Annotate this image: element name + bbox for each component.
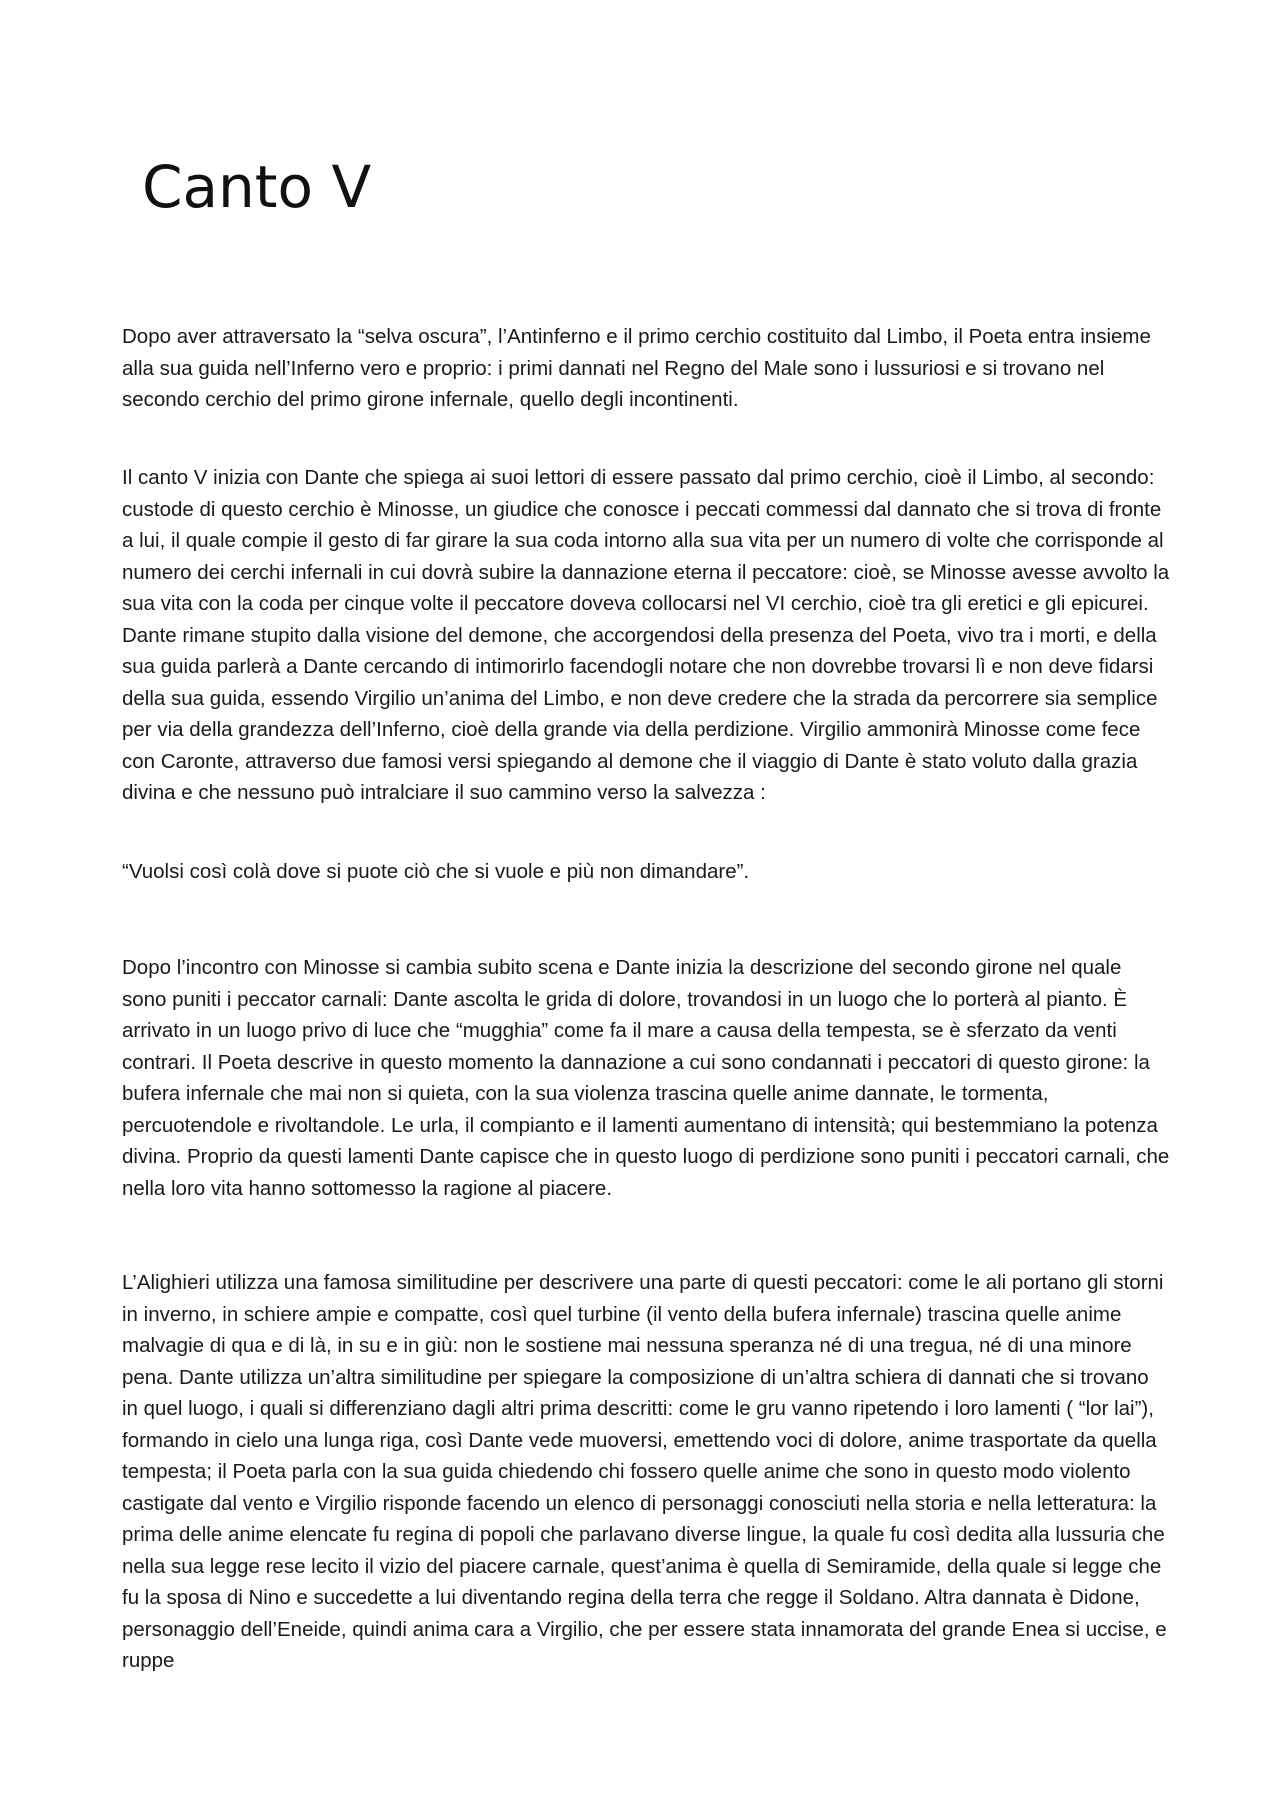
paragraph-intro: Dopo aver attraversato la “selva oscura”, l’Antinferno e il primo cerchio costituito dal Limbo, il Poeta entra insieme alla sua guida nell’Inferno vero e proprio: i primi dannati nel Regno del Male sono i lussuriosi e si trovano nel secondo cerchio del primo girone infernale, quello degli incontinenti. <box>122 325 1151 411</box>
paragraph-minosse: Il canto V inizia con Dante che spiega ai suoi lettori di essere passato dal primo cerchio, cioè il Limbo, al secondo: custode di questo cerchio è Minosse, un giudice che conosce i peccati commessi dal dannato che si trova di fronte a lui, il quale compie il gesto di far girare la sua coda intorno alla sua vita per un numero di volte che corrisponde al numero dei cerchi infernali in cui dovrà subire la dannazione eterna il peccatore: cioè, se Minosse avesse avvolto la sua vita con la coda per cinque volte il peccatore doveva collocarsi nel VI cerchio, cioè tra gli eretici e gli epicurei. Dante rimane stupito dalla visione del demone, che accorgendosi della presenza del Poeta, vivo tra i morti, e della sua guida parlerà a Dante cercando di intimorirlo facendogli notare che non dovrebbe trovarsi lì e non deve fidarsi della sua guida, essendo Virgilio un’anima del Limbo, e non deve credere che la strada da percorrere sia semplice per via della grandezza dell’Inferno, cioè della grande via della perdizione. Virgilio ammonirà Minosse come fece con Caronte, attraverso due famosi versi spiegando al demone che il viaggio di Dante è stato voluto dalla grazia divina e che nessuno può intralciare il suo cammino verso la salvezza : <box>122 466 1170 804</box>
paragraph-similes: L’Alighieri utilizza una famosa similitudine per descrivere una parte di questi peccatori: come le ali portano gli storni in inverno, in schiere ampie e compatte, così quel turbine (il vento della bufera infernale) trascina quelle anime malvagie di qua e di là, in su e in giù: non le sostiene mai nessuna speranza né di una tregua, né di una minore pena. Dante utilizza un’altra similitudine per spiegare la composizione di un’altra schiera di dannati che si trovano in quel luogo, i quali si differenziano dagli altri prima descritti: come le gru vanno ripetendo i loro lamenti ( “lor lai”), formando in cielo una lunga riga, così Dante vede muoversi, emettendo voci di dolore, anime trasportate da quella tempesta; il Poeta parla con la sua guida chiedendo chi fossero quelle anime che sono in questo modo violento castigate dal vento e Virgilio risponde facendo un elenco di personaggi conosciuti nella storia e nella letteratura: la prima delle anime elencate fu regina di popoli che parlavano diverse lingue, la quale fu così dedita alla lussuria che nella sua legge rese lecito il vizio del piacere carnale, quest’anima è quella di Semiramide, della quale si legge che fu la sposa di Nino e succedette a lui diventando regina della terra che regge il Soldano. Altra dannata è Didone, personaggio dell’Eneide, quindi anima cara a Virgilio, che per essere stata innamorata del grande Enea si uccise, e ruppe <box>122 1271 1167 1672</box>
paragraph-second-circle: Dopo l’incontro con Minosse si cambia subito scena e Dante inizia la descrizione del secondo girone nel quale sono puniti i peccator carnali: Dante ascolta le grida di dolore, trovandosi in un luogo che lo porterà al pianto. È arrivato in un luogo privo di luce che “mugghia” come fa il mare a causa della tempesta, se è sferzato da venti contrari. Il Poeta descrive in questo momento la dannazione a cui sono condannati i peccatori di questo girone: la bufera infernale che mai non si quieta, con la sua violenza trascina quelle anime dannate, le tormenta, percuotendole e rivoltandole. Le urla, il compianto e il lamenti aumentano di intensità; qui bestemmiano la potenza divina. Proprio da questi lamenti Dante capisce che in questo luogo di perdizione sono puniti i peccatori carnali, che nella loro vita hanno sottomesso la ragione al piacere. <box>122 956 1170 1200</box>
paragraph-quote: “Vuolsi così colà dove si puote ciò che si vuole e più non dimandare”. <box>122 860 750 883</box>
page-title: Canto V <box>142 153 372 221</box>
